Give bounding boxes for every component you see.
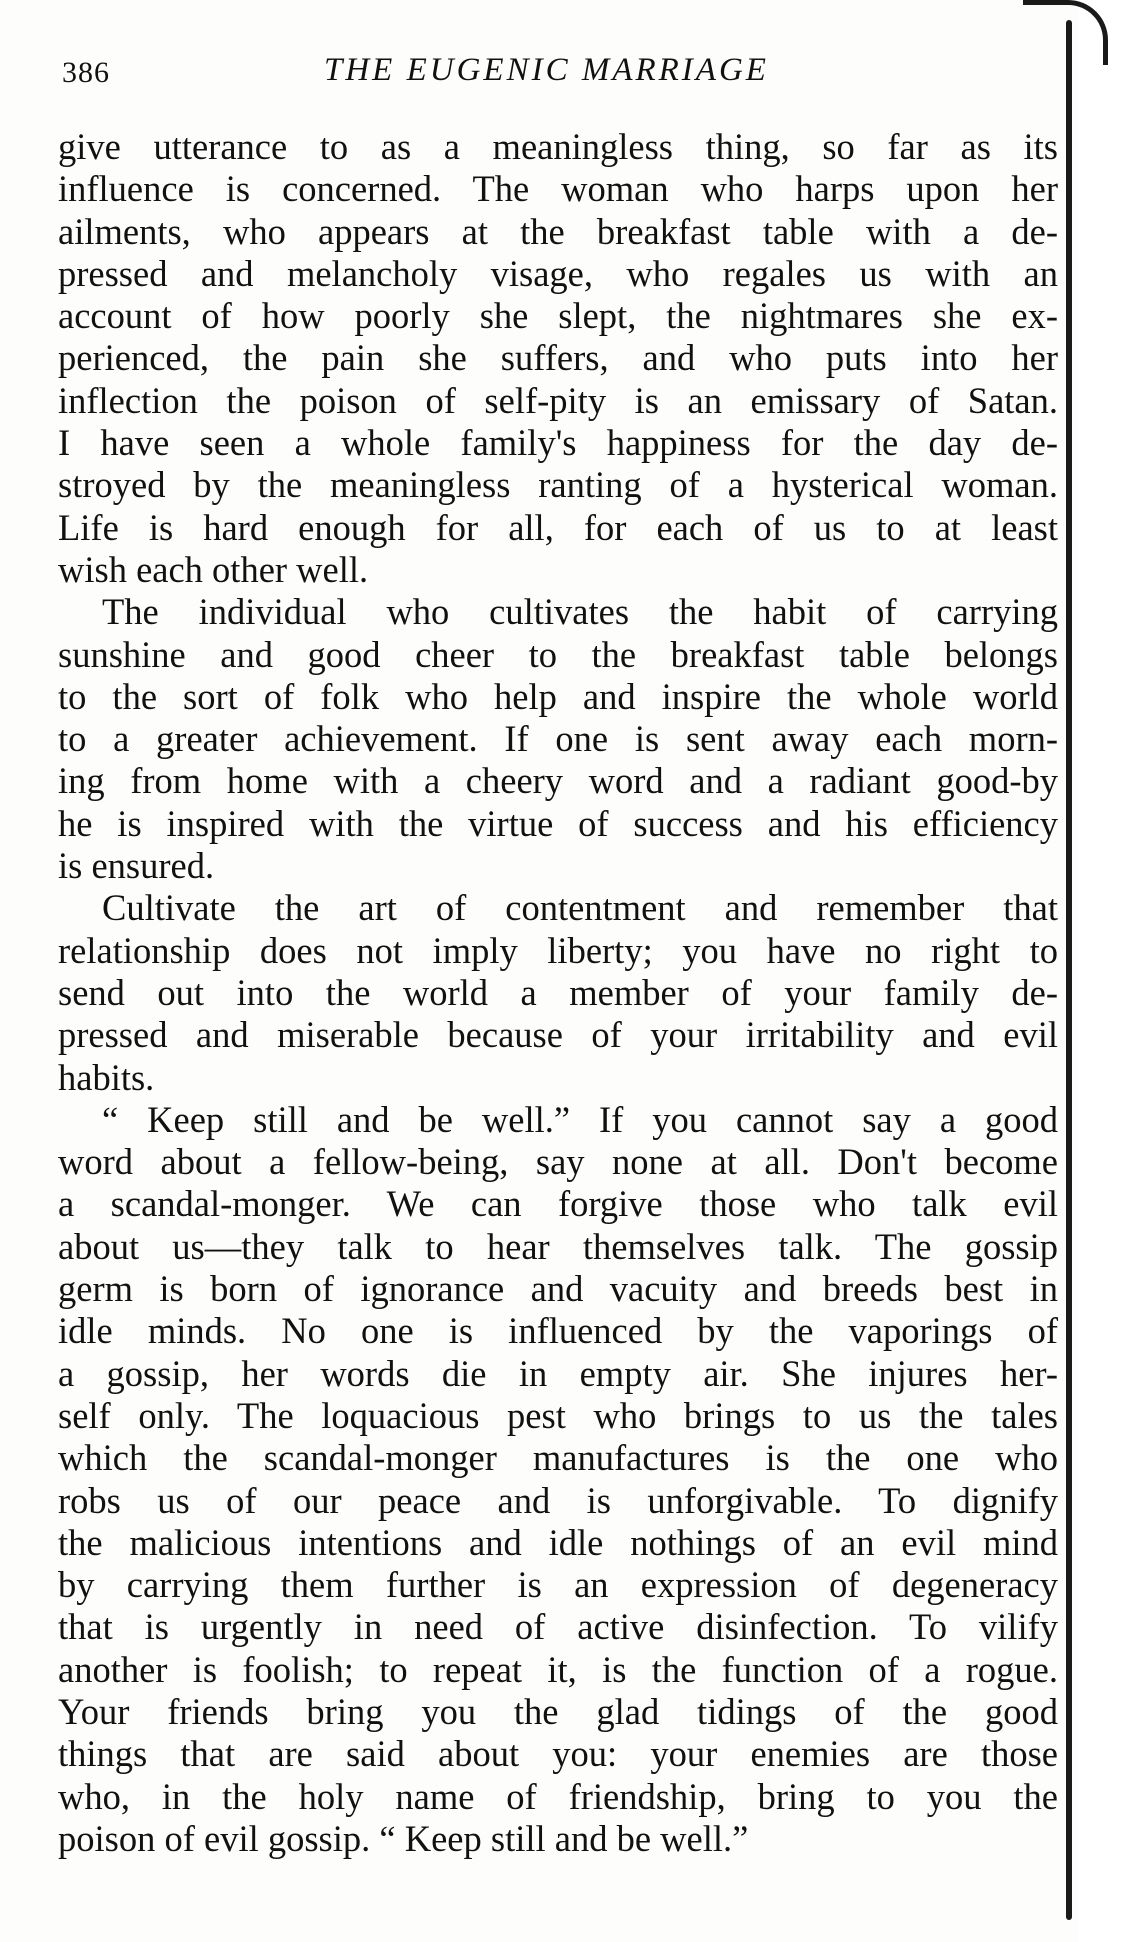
text-line: The individual who cultivates the habit of carrying [102,591,1058,633]
text-line: sunshine and good cheer to the breakfast table belongs [58,633,1058,675]
text-line: “ Keep still and be well.” If you cannot say a good [102,1098,1058,1140]
text-line: robs us of our peace and is unforgivable. To dignify [58,1479,1058,1521]
text-line: give utterance to as a meaningless thing, so far as its [58,126,1058,167]
paragraph [58,887,1058,1098]
text-line: is ensured. [58,845,215,887]
text-line: another is foolish; to repeat it, is the function of a rogue. [58,1648,1058,1690]
text-line: wish each other well. [58,548,369,590]
text-line: inflection the poison of self-pity is an emissary of Satan. [58,379,1058,421]
text-line: ailments, who appears at the breakfast table with a de- [58,210,1058,252]
text-line: about us—they talk to hear themselves talk. The gossip [58,1225,1058,1267]
text-line: Life is hard enough for all, for each of us to at least [58,506,1058,548]
paragraph [58,126,1058,591]
text-line: pressed and melancholy visage, who regales us with an [58,252,1058,294]
text-line: the malicious intentions and idle nothings of an evil mind [58,1521,1058,1563]
text-line: which the scandal-monger manufactures is the one who [58,1437,1058,1479]
text-line: Cultivate the art of contentment and remember that [102,887,1058,929]
text-line: pressed and miserable because of your irritability and evil [58,1014,1058,1056]
text-line: self only. The loquacious pest who brings to us the tales [58,1394,1058,1436]
text-line: a gossip, her words die in empty air. She injures her- [58,1352,1058,1394]
paragraph [58,591,1058,887]
text-line: a scandal-monger. We can forgive those who talk evil [58,1183,1058,1225]
body-text [58,126,1058,1860]
page-margin [1078,0,1128,1942]
text-line: stroyed by the meaningless ranting of a hysterical woman. [58,464,1058,506]
text-line: send out into the world a member of your family de- [58,971,1058,1013]
text-line: I have seen a whole family's happiness for the day de- [58,422,1058,464]
text-line: to the sort of folk who help and inspire the whole world [58,675,1058,717]
binding-edge-shadow [1066,20,1072,1920]
page-number: 386 [62,56,110,89]
text-line: he is inspired with the virtue of success and his efficiency [58,802,1058,844]
running-head: THE EUGENIC MARRIAGE [324,52,769,88]
text-line: perienced, the pain she suffers, and who puts into her [58,337,1058,379]
text-line: who, in the holy name of friendship, bring to you the [58,1775,1058,1817]
text-line: things that are said about you: your enemies are those [58,1733,1058,1775]
text-line: word about a fellow-being, say none at all. Don't become [58,1141,1058,1183]
text-line: poison of evil gossip. “ Keep still and be well.” [58,1817,749,1859]
text-line: to a greater achievement. If one is sent away each morn- [58,718,1058,760]
text-line: Your friends bring you the glad tidings of the good [58,1690,1058,1732]
text-line: habits. [58,1056,155,1098]
page-header [62,52,1042,98]
text-line: idle minds. No one is influenced by the vaporings of [58,1310,1058,1352]
text-line: that is urgently in need of active disinfection. To vilify [58,1606,1058,1648]
text-line: relationship does not imply liberty; you have no right to [58,929,1058,971]
text-line: ing from home with a cheery word and a radiant good-by [58,760,1058,802]
text-line: by carrying them further is an expression of degeneracy [58,1564,1058,1606]
paragraph [58,1099,1058,1860]
text-line: account of how poorly she slept, the nightmares she ex- [58,295,1058,337]
text-line: influence is concerned. The woman who harps upon her [58,168,1058,210]
text-line: germ is born of ignorance and vacuity and breeds best in [58,1268,1058,1310]
